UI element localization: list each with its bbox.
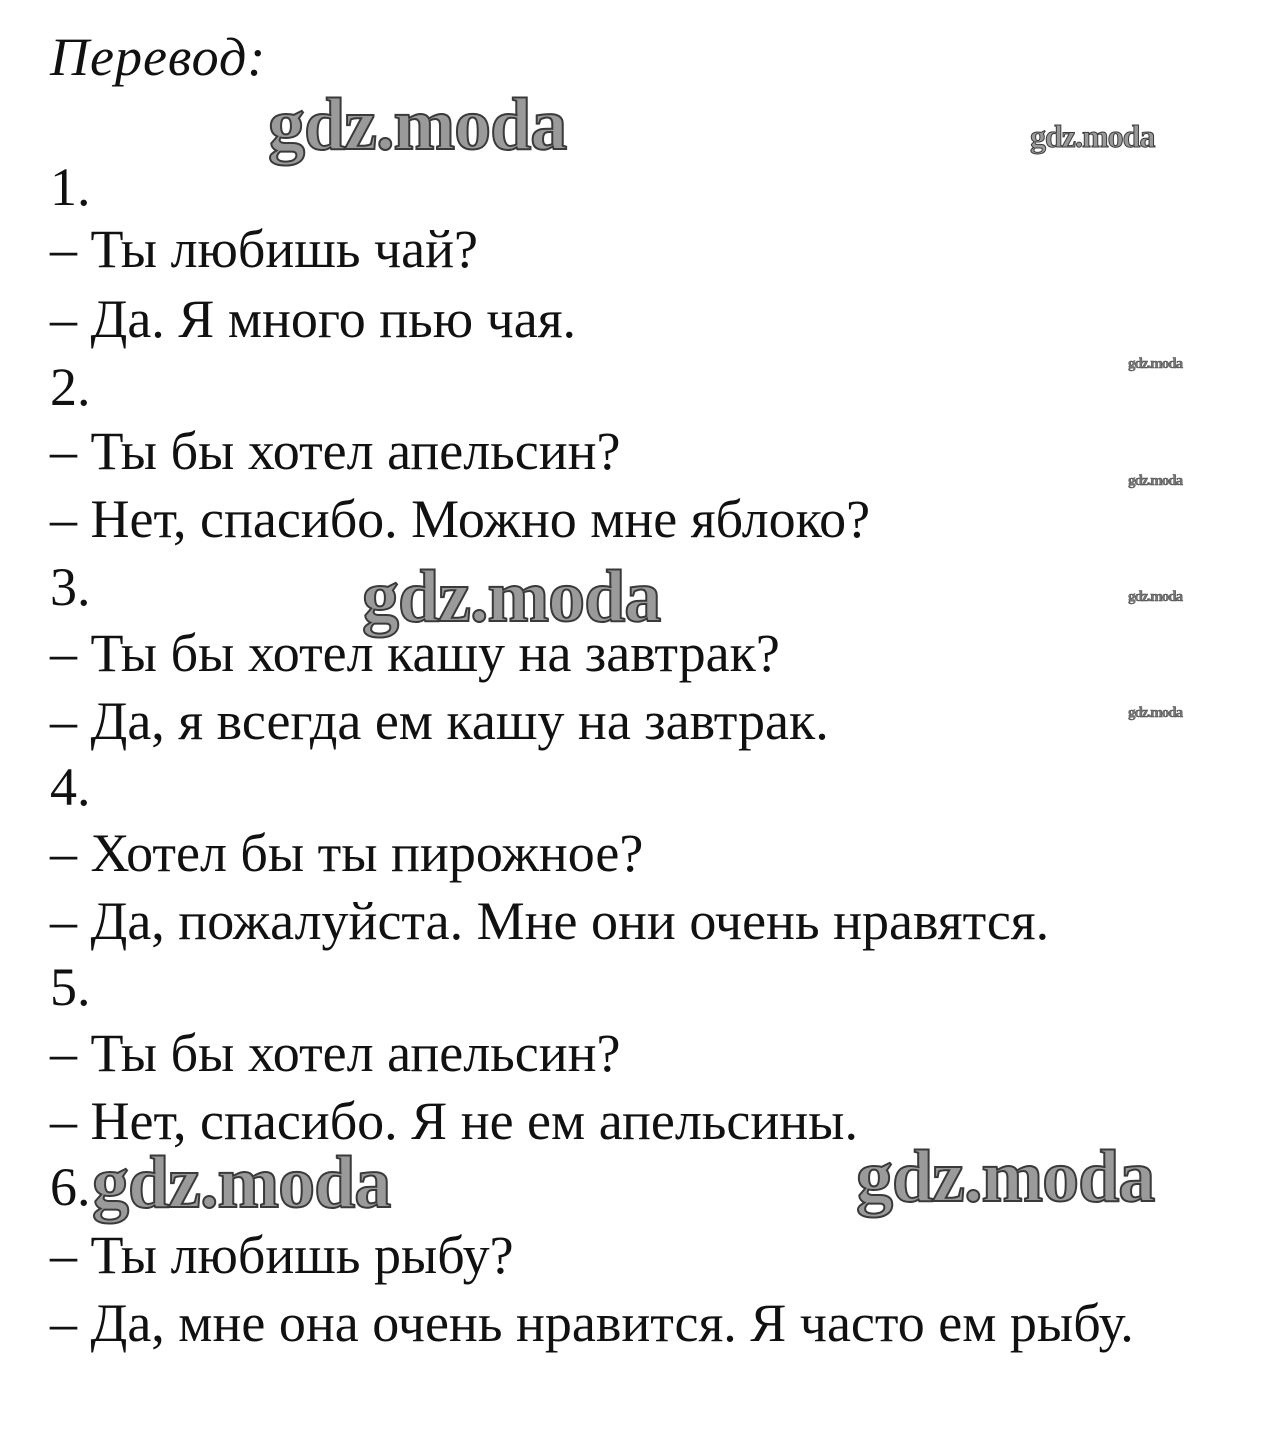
dialogue-line: – Ты бы хотел кашу на завтрак? [50, 623, 780, 683]
watermark-logo: gdz.moda [92, 1142, 391, 1224]
item-number: 2. [50, 357, 91, 417]
watermark-logo: gdz.moda [362, 556, 661, 638]
dialogue-line: – Ты бы хотел апельсин? [50, 1023, 621, 1083]
dialogue-line: – Ты любишь рыбу? [50, 1225, 514, 1285]
watermark-logo: gdz.moda [1128, 356, 1183, 372]
item-number: 4. [50, 757, 91, 817]
dialogue-line: – Ты бы хотел апельсин? [50, 421, 621, 481]
watermark-logo: gdz.moda [1128, 473, 1183, 489]
item-number: 1. [50, 157, 91, 217]
item-number: 5. [50, 957, 91, 1017]
watermark-logo: gdz.moda [856, 1136, 1155, 1218]
item-number: 6. [50, 1157, 91, 1217]
dialogue-line: – Хотел бы ты пирожное? [50, 823, 644, 883]
watermark-logo: gdz.moda [268, 84, 567, 166]
watermark-logo: gdz.moda [1128, 589, 1183, 605]
watermark-logo: gdz.moda [1030, 118, 1155, 154]
heading: Перевод: [50, 27, 267, 87]
dialogue-line: – Ты любишь чай? [50, 219, 478, 279]
dialogue-line: – Да. Я много пью чая. [50, 289, 577, 349]
item-number: 3. [50, 557, 91, 617]
watermark-logo: gdz.moda [1128, 705, 1183, 721]
dialogue-line: – Нет, спасибо. Я не ем апельсины. [50, 1091, 858, 1151]
dialogue-line: – Да, я всегда ем кашу на завтрак. [50, 691, 829, 751]
dialogue-line: – Нет, спасибо. Можно мне яблоко? [50, 489, 871, 549]
dialogue-line: – Да, пожалуйста. Мне они очень нравятся. [50, 891, 1050, 951]
dialogue-line: – Да, мне она очень нравится. Я часто ем рыбу. [50, 1293, 1134, 1353]
